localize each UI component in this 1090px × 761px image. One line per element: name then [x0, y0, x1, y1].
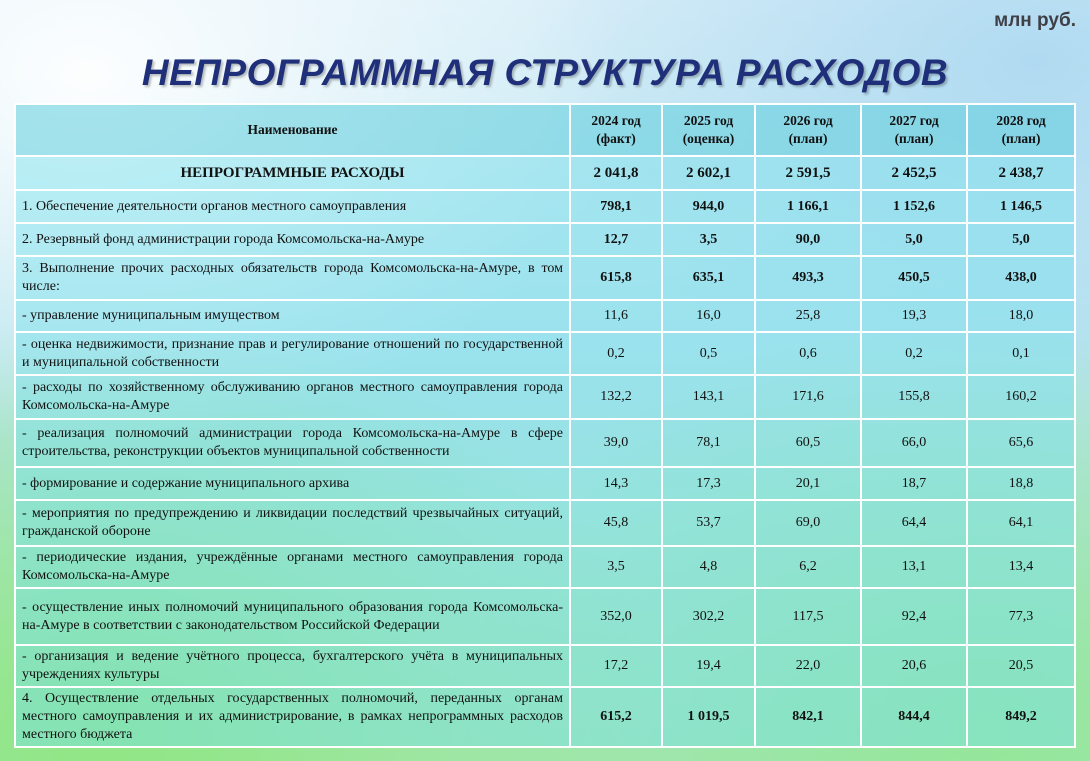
value-2027: 450,5 [861, 256, 967, 300]
table-row [15, 687, 1075, 747]
header-2027-note: (план) [894, 131, 934, 146]
value-2026: 22,0 [755, 645, 861, 687]
value-2026: 171,6 [755, 375, 861, 419]
table-row [15, 256, 1075, 300]
header-2024 [570, 104, 662, 156]
value-2028: 20,5 [967, 645, 1075, 687]
unit-label: млн руб. [994, 10, 1076, 31]
value-2028: 1 146,5 [967, 190, 1075, 223]
value-2025: 3,5 [662, 223, 755, 256]
value-2024: 45,8 [570, 500, 662, 546]
table-row [15, 223, 1075, 256]
header-2024-note: (факт) [596, 131, 636, 146]
value-2027: 13,1 [861, 546, 967, 588]
row-name: 2. Резервный фонд администрации города Комсомольска-на-Амуре [15, 223, 570, 256]
value-2026: 117,5 [755, 588, 861, 645]
value-2025: 78,1 [662, 419, 755, 467]
value-2024: 352,0 [570, 588, 662, 645]
header-2027-year: 2027 год [889, 113, 939, 128]
value-2024: 11,6 [570, 300, 662, 332]
value-2027: 155,8 [861, 375, 967, 419]
value-2025: 944,0 [662, 190, 755, 223]
table-row [15, 375, 1075, 419]
table-row [15, 300, 1075, 332]
row-name: - осуществление иных полномочий муниципального образования города Комсомольска-на-Амуре в соответствии с законодательством Российской Федерации [15, 588, 570, 645]
expenses-table [14, 103, 1076, 748]
row-name: 1. Обеспечение деятельности органов местного самоуправления [15, 190, 570, 223]
row-name: НЕПРОГРАММНЫЕ РАСХОДЫ [15, 156, 570, 190]
table-row-total [15, 156, 1075, 190]
value-2025: 4,8 [662, 546, 755, 588]
value-2025: 1 019,5 [662, 687, 755, 747]
value-2026: 25,8 [755, 300, 861, 332]
value-2024: 615,2 [570, 687, 662, 747]
row-name: - организация и ведение учётного процесса, бухгалтерского учёта в муниципальных учреждениях культуры [15, 645, 570, 687]
value-2027: 2 452,5 [861, 156, 967, 190]
row-name: - мероприятия по предупреждению и ликвидации последствий чрезвычайных ситуаций, гражданской обороне [15, 500, 570, 546]
value-2028: 2 438,7 [967, 156, 1075, 190]
value-2025: 19,4 [662, 645, 755, 687]
header-2026 [755, 104, 861, 156]
row-name: - реализация полномочий администрации города Комсомольска-на-Амуре в сфере строительства, реконструкции объектов муниципальной собственности [15, 419, 570, 467]
value-2024: 14,3 [570, 467, 662, 500]
value-2026: 2 591,5 [755, 156, 861, 190]
value-2027: 19,3 [861, 300, 967, 332]
row-name: - расходы по хозяйственному обслуживанию органов местного самоуправления города Комсомольска-на-Амуре [15, 375, 570, 419]
value-2028: 438,0 [967, 256, 1075, 300]
header-2028-note: (план) [1001, 131, 1041, 146]
value-2028: 77,3 [967, 588, 1075, 645]
value-2026: 6,2 [755, 546, 861, 588]
value-2027: 66,0 [861, 419, 967, 467]
value-2024: 0,2 [570, 332, 662, 375]
table-row [15, 645, 1075, 687]
value-2025: 16,0 [662, 300, 755, 332]
value-2027: 18,7 [861, 467, 967, 500]
header-2025-year: 2025 год [683, 113, 734, 128]
table-row [15, 467, 1075, 500]
value-2025: 53,7 [662, 500, 755, 546]
header-name: Наименование [15, 104, 570, 156]
value-2028: 0,1 [967, 332, 1075, 375]
value-2025: 2 602,1 [662, 156, 755, 190]
row-name: - управление муниципальным имуществом [15, 300, 570, 332]
value-2028: 65,6 [967, 419, 1075, 467]
table-header-row [15, 104, 1075, 156]
table-row [15, 500, 1075, 546]
value-2024: 132,2 [570, 375, 662, 419]
value-2024: 39,0 [570, 419, 662, 467]
value-2024: 12,7 [570, 223, 662, 256]
value-2027: 0,2 [861, 332, 967, 375]
value-2026: 69,0 [755, 500, 861, 546]
header-2028-year: 2028 год [996, 113, 1046, 128]
value-2026: 60,5 [755, 419, 861, 467]
row-name: - оценка недвижимости, признание прав и регулирование отношений по государственной и муниципальной собственности [15, 332, 570, 375]
value-2027: 5,0 [861, 223, 967, 256]
value-2024: 17,2 [570, 645, 662, 687]
value-2026: 20,1 [755, 467, 861, 500]
header-2026-year: 2026 год [783, 113, 833, 128]
row-name: 4. Осуществление отдельных государственных полномочий, переданных органам местного самоуправления и их администрирование, в рамках непрограммных расходов местного бюджета [15, 687, 570, 747]
value-2024: 3,5 [570, 546, 662, 588]
header-2028 [967, 104, 1075, 156]
value-2025: 635,1 [662, 256, 755, 300]
header-2025 [662, 104, 755, 156]
value-2026: 1 166,1 [755, 190, 861, 223]
value-2027: 20,6 [861, 645, 967, 687]
table-row [15, 332, 1075, 375]
value-2026: 842,1 [755, 687, 861, 747]
table-row [15, 546, 1075, 588]
value-2028: 18,8 [967, 467, 1075, 500]
value-2025: 17,3 [662, 467, 755, 500]
value-2024: 615,8 [570, 256, 662, 300]
row-name: - периодические издания, учреждённые органами местного самоуправления города Комсомольска-на-Амуре [15, 546, 570, 588]
value-2024: 798,1 [570, 190, 662, 223]
table-row [15, 419, 1075, 467]
value-2026: 90,0 [755, 223, 861, 256]
value-2025: 143,1 [662, 375, 755, 419]
value-2027: 64,4 [861, 500, 967, 546]
value-2026: 493,3 [755, 256, 861, 300]
row-name: - формирование и содержание муниципального архива [15, 467, 570, 500]
value-2025: 0,5 [662, 332, 755, 375]
header-2025-note: (оценка) [682, 131, 735, 146]
value-2027: 844,4 [861, 687, 967, 747]
value-2028: 849,2 [967, 687, 1075, 747]
value-2028: 18,0 [967, 300, 1075, 332]
value-2024: 2 041,8 [570, 156, 662, 190]
value-2028: 13,4 [967, 546, 1075, 588]
header-2026-note: (план) [788, 131, 828, 146]
page-title: НЕПРОГРАММНАЯ СТРУКТУРА РАСХОДОВ [141, 52, 949, 93]
value-2025: 302,2 [662, 588, 755, 645]
value-2027: 1 152,6 [861, 190, 967, 223]
header-2027 [861, 104, 967, 156]
table-row [15, 190, 1075, 223]
table-row [15, 588, 1075, 645]
header-2024-year: 2024 год [591, 113, 641, 128]
value-2028: 64,1 [967, 500, 1075, 546]
value-2027: 92,4 [861, 588, 967, 645]
value-2028: 5,0 [967, 223, 1075, 256]
value-2028: 160,2 [967, 375, 1075, 419]
value-2026: 0,6 [755, 332, 861, 375]
row-name: 3. Выполнение прочих расходных обязательств города Комсомольска-на-Амуре, в том числе: [15, 256, 570, 300]
